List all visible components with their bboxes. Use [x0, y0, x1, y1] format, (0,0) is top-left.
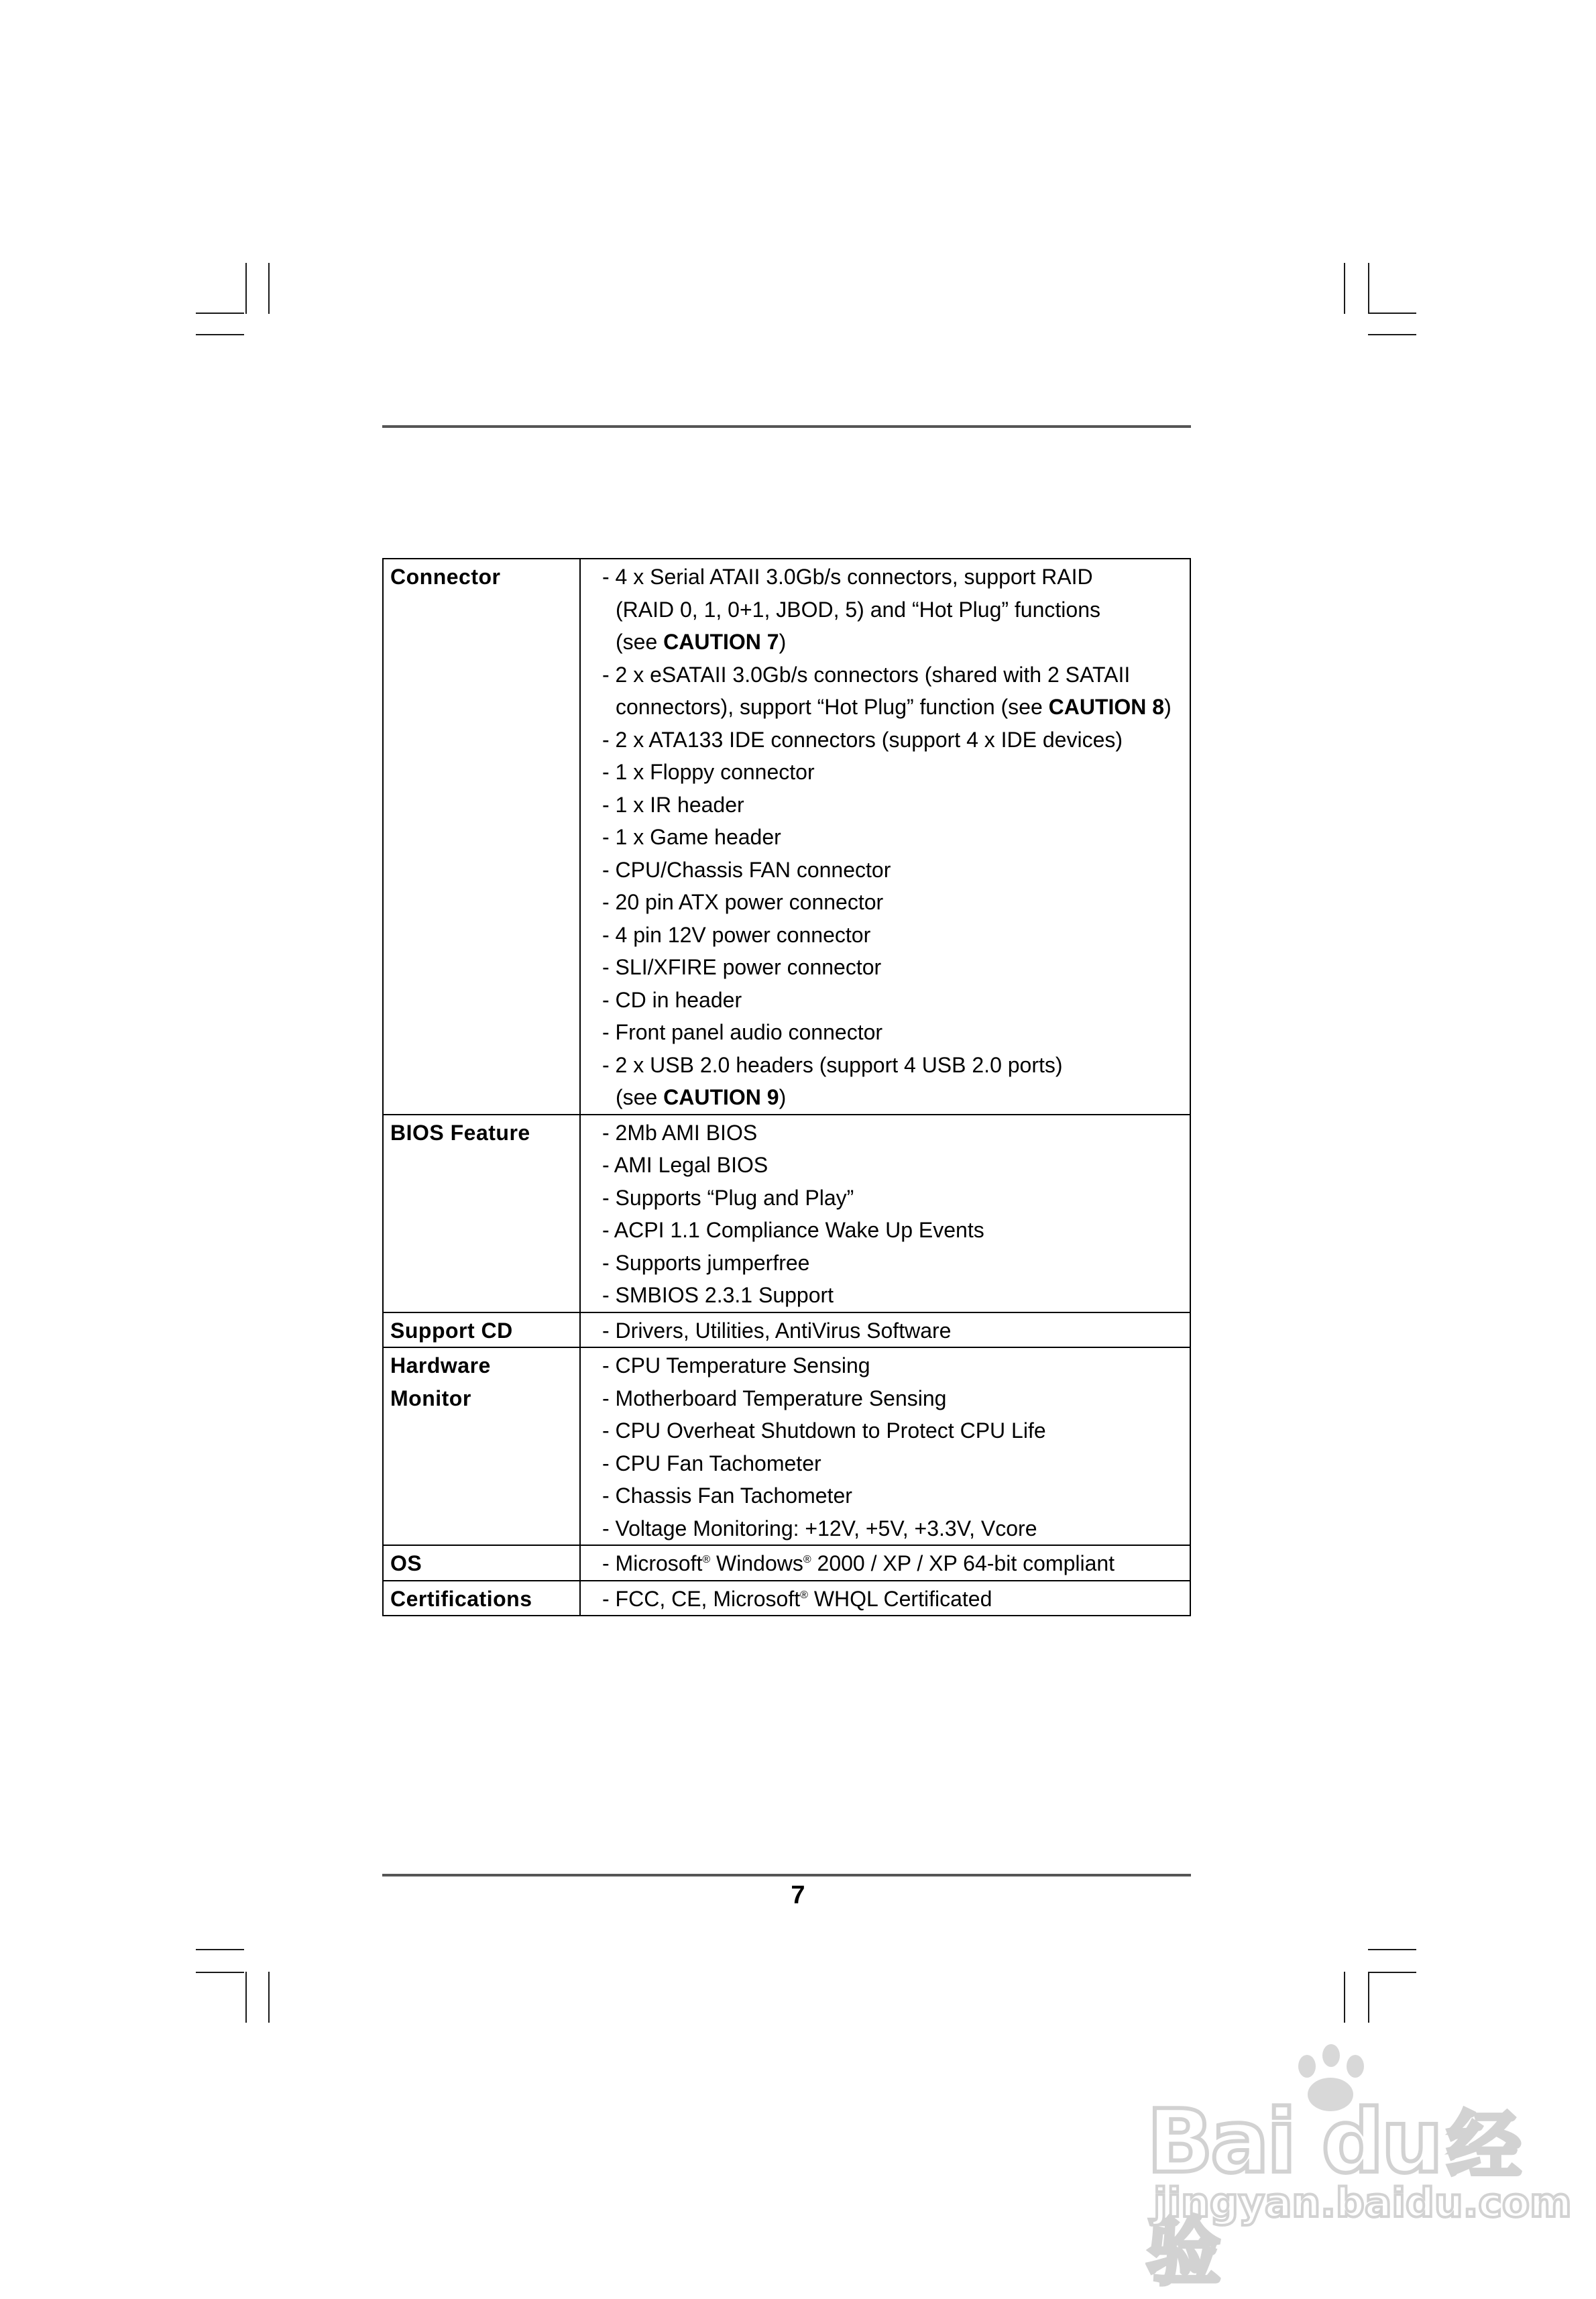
page-number: 7 [791, 1881, 805, 1909]
spec-items [580, 559, 1190, 1115]
spec-item-text: 2000 / XP / XP 64-bit compliant [811, 1551, 1115, 1575]
watermark-brand: Bai du经验 [1147, 2090, 1519, 2295]
spec-items [580, 1347, 1190, 1545]
spec-item [602, 724, 1190, 756]
spec-item [602, 1314, 1190, 1347]
spec-item [602, 1382, 1190, 1415]
spec-item [602, 1414, 1190, 1447]
spec-items [580, 1581, 1190, 1616]
spec-item-text: ) [1164, 695, 1172, 719]
paw-icon [1347, 2055, 1364, 2078]
spec-item [602, 1247, 1190, 1280]
spec-label [383, 1312, 580, 1348]
registered-mark: ® [800, 1589, 808, 1601]
spec-label [383, 1581, 580, 1616]
crop-mark [245, 263, 247, 314]
spec-item-text: (RAID 0, 1, 0+1, JBOD, 5) and “Hot Plug” functions [616, 597, 1100, 622]
spec-item-text: - 1 x IR header [602, 792, 744, 817]
spec-item-text: (see [616, 1085, 664, 1109]
footer-rule [382, 1874, 1191, 1876]
crop-mark [196, 1972, 244, 1973]
crop-mark [1368, 1972, 1416, 1973]
spec-row [383, 559, 1190, 1115]
spec-item-text: - CPU Overheat Shutdown to Protect CPU Life [602, 1418, 1046, 1443]
spec-item [602, 984, 1190, 1017]
spec-item-text: - SMBIOS 2.3.1 Support [602, 1283, 834, 1307]
spec-items [580, 1312, 1190, 1348]
spec-item-text: - 1 x Floppy connector [602, 760, 815, 784]
spec-item [602, 1214, 1190, 1247]
spec-item [602, 1479, 1190, 1512]
spec-label [383, 1347, 580, 1545]
caution-reference: CAUTION 9 [663, 1085, 779, 1109]
spec-item [602, 919, 1190, 952]
spec-item [602, 854, 1190, 887]
spec-item-text: - Motherboard Temperature Sensing [602, 1386, 947, 1410]
crop-mark [1368, 1972, 1369, 2023]
spec-item-text: - 2Mb AMI BIOS [602, 1120, 758, 1145]
crop-mark [1368, 313, 1416, 314]
spec-row [383, 1312, 1190, 1348]
spec-label [383, 559, 580, 1115]
header-rule [382, 425, 1191, 428]
spec-label-line: Support CD [390, 1318, 513, 1343]
spec-item [602, 1349, 1190, 1382]
spec-item-text: - CPU/Chassis FAN connector [602, 857, 891, 882]
spec-items [580, 1545, 1190, 1581]
crop-mark [268, 263, 270, 314]
specification-table-body [383, 559, 1190, 1616]
spec-row [383, 1115, 1190, 1312]
crop-mark [1368, 334, 1416, 335]
spec-item [602, 1583, 1190, 1616]
spec-item [602, 1447, 1190, 1480]
paw-icon [1322, 2044, 1340, 2067]
spec-item [602, 659, 1190, 691]
spec-item-text: - 2 x USB 2.0 headers (support 4 USB 2.0 ports) [602, 1052, 1063, 1077]
spec-item [602, 691, 1190, 724]
spec-item [602, 1149, 1190, 1182]
spec-item [602, 886, 1190, 919]
paw-icon [1298, 2055, 1316, 2078]
spec-item [602, 789, 1190, 822]
spec-item [602, 1182, 1190, 1215]
spec-item-text: - Drivers, Utilities, AntiVirus Software [602, 1318, 952, 1343]
registered-mark: ® [803, 1554, 811, 1565]
spec-item-text: - Supports “Plug and Play” [602, 1185, 854, 1210]
spec-item-text: (see [616, 630, 664, 654]
spec-item [602, 1117, 1190, 1150]
crop-mark [1368, 263, 1369, 314]
spec-label [383, 1545, 580, 1581]
spec-item-text: - CPU Fan Tachometer [602, 1451, 821, 1475]
spec-item [602, 1081, 1190, 1114]
spec-item-text: - CPU Temperature Sensing [602, 1353, 870, 1378]
spec-item-text: - FCC, CE, Microsoft [602, 1586, 801, 1611]
spec-row [383, 1347, 1190, 1545]
spec-label-line: Connector [390, 565, 501, 589]
crop-mark [196, 334, 244, 335]
spec-row [383, 1545, 1190, 1581]
spec-item-text: - Microsoft [602, 1551, 703, 1575]
spec-item-text: ) [779, 630, 787, 654]
spec-item [602, 951, 1190, 984]
spec-item [602, 561, 1190, 594]
spec-row [383, 1581, 1190, 1616]
crop-mark [1344, 1972, 1345, 2023]
spec-item-text: ) [779, 1085, 787, 1109]
caution-reference: CAUTION 7 [663, 630, 779, 654]
spec-item [602, 594, 1190, 626]
baidu-jingyan-watermark [1140, 2039, 1572, 2295]
spec-label [383, 1115, 580, 1312]
spec-item-text: - 20 pin ATX power connector [602, 890, 884, 914]
watermark-url: jingyan.baidu.com [1153, 2180, 1572, 2227]
spec-item-text: - SLI/XFIRE power connector [602, 955, 882, 979]
crop-mark [1344, 263, 1345, 314]
spec-item-text: - 2 x eSATAII 3.0Gb/s connectors (shared with 2 SATAII [602, 662, 1131, 687]
spec-item [602, 756, 1190, 789]
spec-item-text: - Supports jumperfree [602, 1250, 810, 1275]
spec-item-text: - Front panel audio connector [602, 1020, 883, 1044]
spec-item [602, 1049, 1190, 1082]
spec-item-text: - 4 x Serial ATAII 3.0Gb/s connectors, support RAID [602, 565, 1093, 589]
spec-item [602, 1016, 1190, 1049]
spec-item-text: - 1 x Game header [602, 825, 781, 849]
spec-item-text: - CD in header [602, 987, 742, 1012]
spec-item-text: Windows [710, 1551, 803, 1575]
spec-item [602, 1547, 1190, 1580]
spec-item [602, 1512, 1190, 1545]
crop-mark [1368, 1949, 1416, 1950]
spec-item-text: connectors), support “Hot Plug” function (see [616, 695, 1049, 719]
spec-item-text: - AMI Legal BIOS [602, 1153, 768, 1177]
crop-mark [196, 313, 244, 314]
caution-reference: CAUTION 8 [1048, 695, 1165, 719]
spec-items [580, 1115, 1190, 1312]
spec-item-text: - Chassis Fan Tachometer [602, 1483, 852, 1508]
spec-item-text: - 4 pin 12V power connector [602, 922, 871, 947]
spec-item-text: - 2 x ATA133 IDE connectors (support 4 x IDE devices) [602, 727, 1123, 752]
spec-item [602, 1279, 1190, 1312]
spec-item-text: WHQL Certificated [807, 1586, 992, 1611]
spec-label-line: Certifications [390, 1586, 532, 1611]
crop-mark [196, 1949, 244, 1950]
specification-table [382, 558, 1191, 1616]
spec-label-line: Hardware [390, 1353, 491, 1378]
spec-item-text: - ACPI 1.1 Compliance Wake Up Events [602, 1218, 984, 1242]
crop-mark [268, 1972, 270, 2023]
registered-mark: ® [702, 1554, 711, 1565]
spec-item [602, 821, 1190, 854]
crop-mark [245, 1972, 247, 2023]
spec-label-line: OS [390, 1551, 422, 1575]
spec-label-line: BIOS Feature [390, 1120, 530, 1145]
spec-item [602, 626, 1190, 659]
spec-label-line: Monitor [390, 1386, 471, 1410]
spec-item-text: - Voltage Monitoring: +12V, +5V, +3.3V, Vcore [602, 1516, 1037, 1540]
